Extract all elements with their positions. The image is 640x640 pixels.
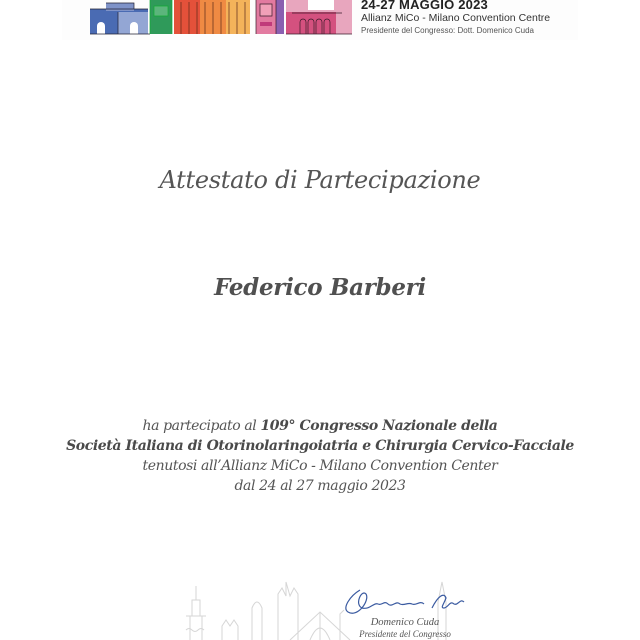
certificate-title: Attestato di Partecipazione xyxy=(159,166,481,194)
body-line-2 xyxy=(0,436,640,456)
header-banner xyxy=(0,0,640,42)
society-name: Società Italiana di Otorinolaringoiatria e Chirurgia Cervico-Facciale xyxy=(66,438,574,454)
event-venue: Allianz MiCo - Milano Convention Centre xyxy=(361,12,551,24)
event-president: Presidente del Congresso: Dott. Domenico Cuda xyxy=(361,26,534,35)
milan-skyline-logo-icon xyxy=(88,0,353,36)
event-dates: 24-27 MAGGIO 2023 xyxy=(361,0,488,12)
event-info xyxy=(361,0,581,37)
signatory xyxy=(330,617,480,640)
body-line-1 xyxy=(0,416,640,436)
recipient-name: Federico Barberi xyxy=(214,274,426,301)
certificate-body xyxy=(0,416,640,496)
signatory-role: Presidente del Congresso xyxy=(359,629,451,639)
body-line-4: dal 24 al 27 maggio 2023 xyxy=(234,478,406,494)
body-line-3: tenutosi all’Allianz MiCo - Milano Convention Center xyxy=(142,458,498,474)
body-line-1-prefix: ha partecipato al xyxy=(142,418,261,434)
congress-name: 109° Congresso Nazionale della xyxy=(260,418,498,434)
signature-icon xyxy=(340,586,470,620)
signatory-name: Domenico Cuda xyxy=(370,617,440,628)
